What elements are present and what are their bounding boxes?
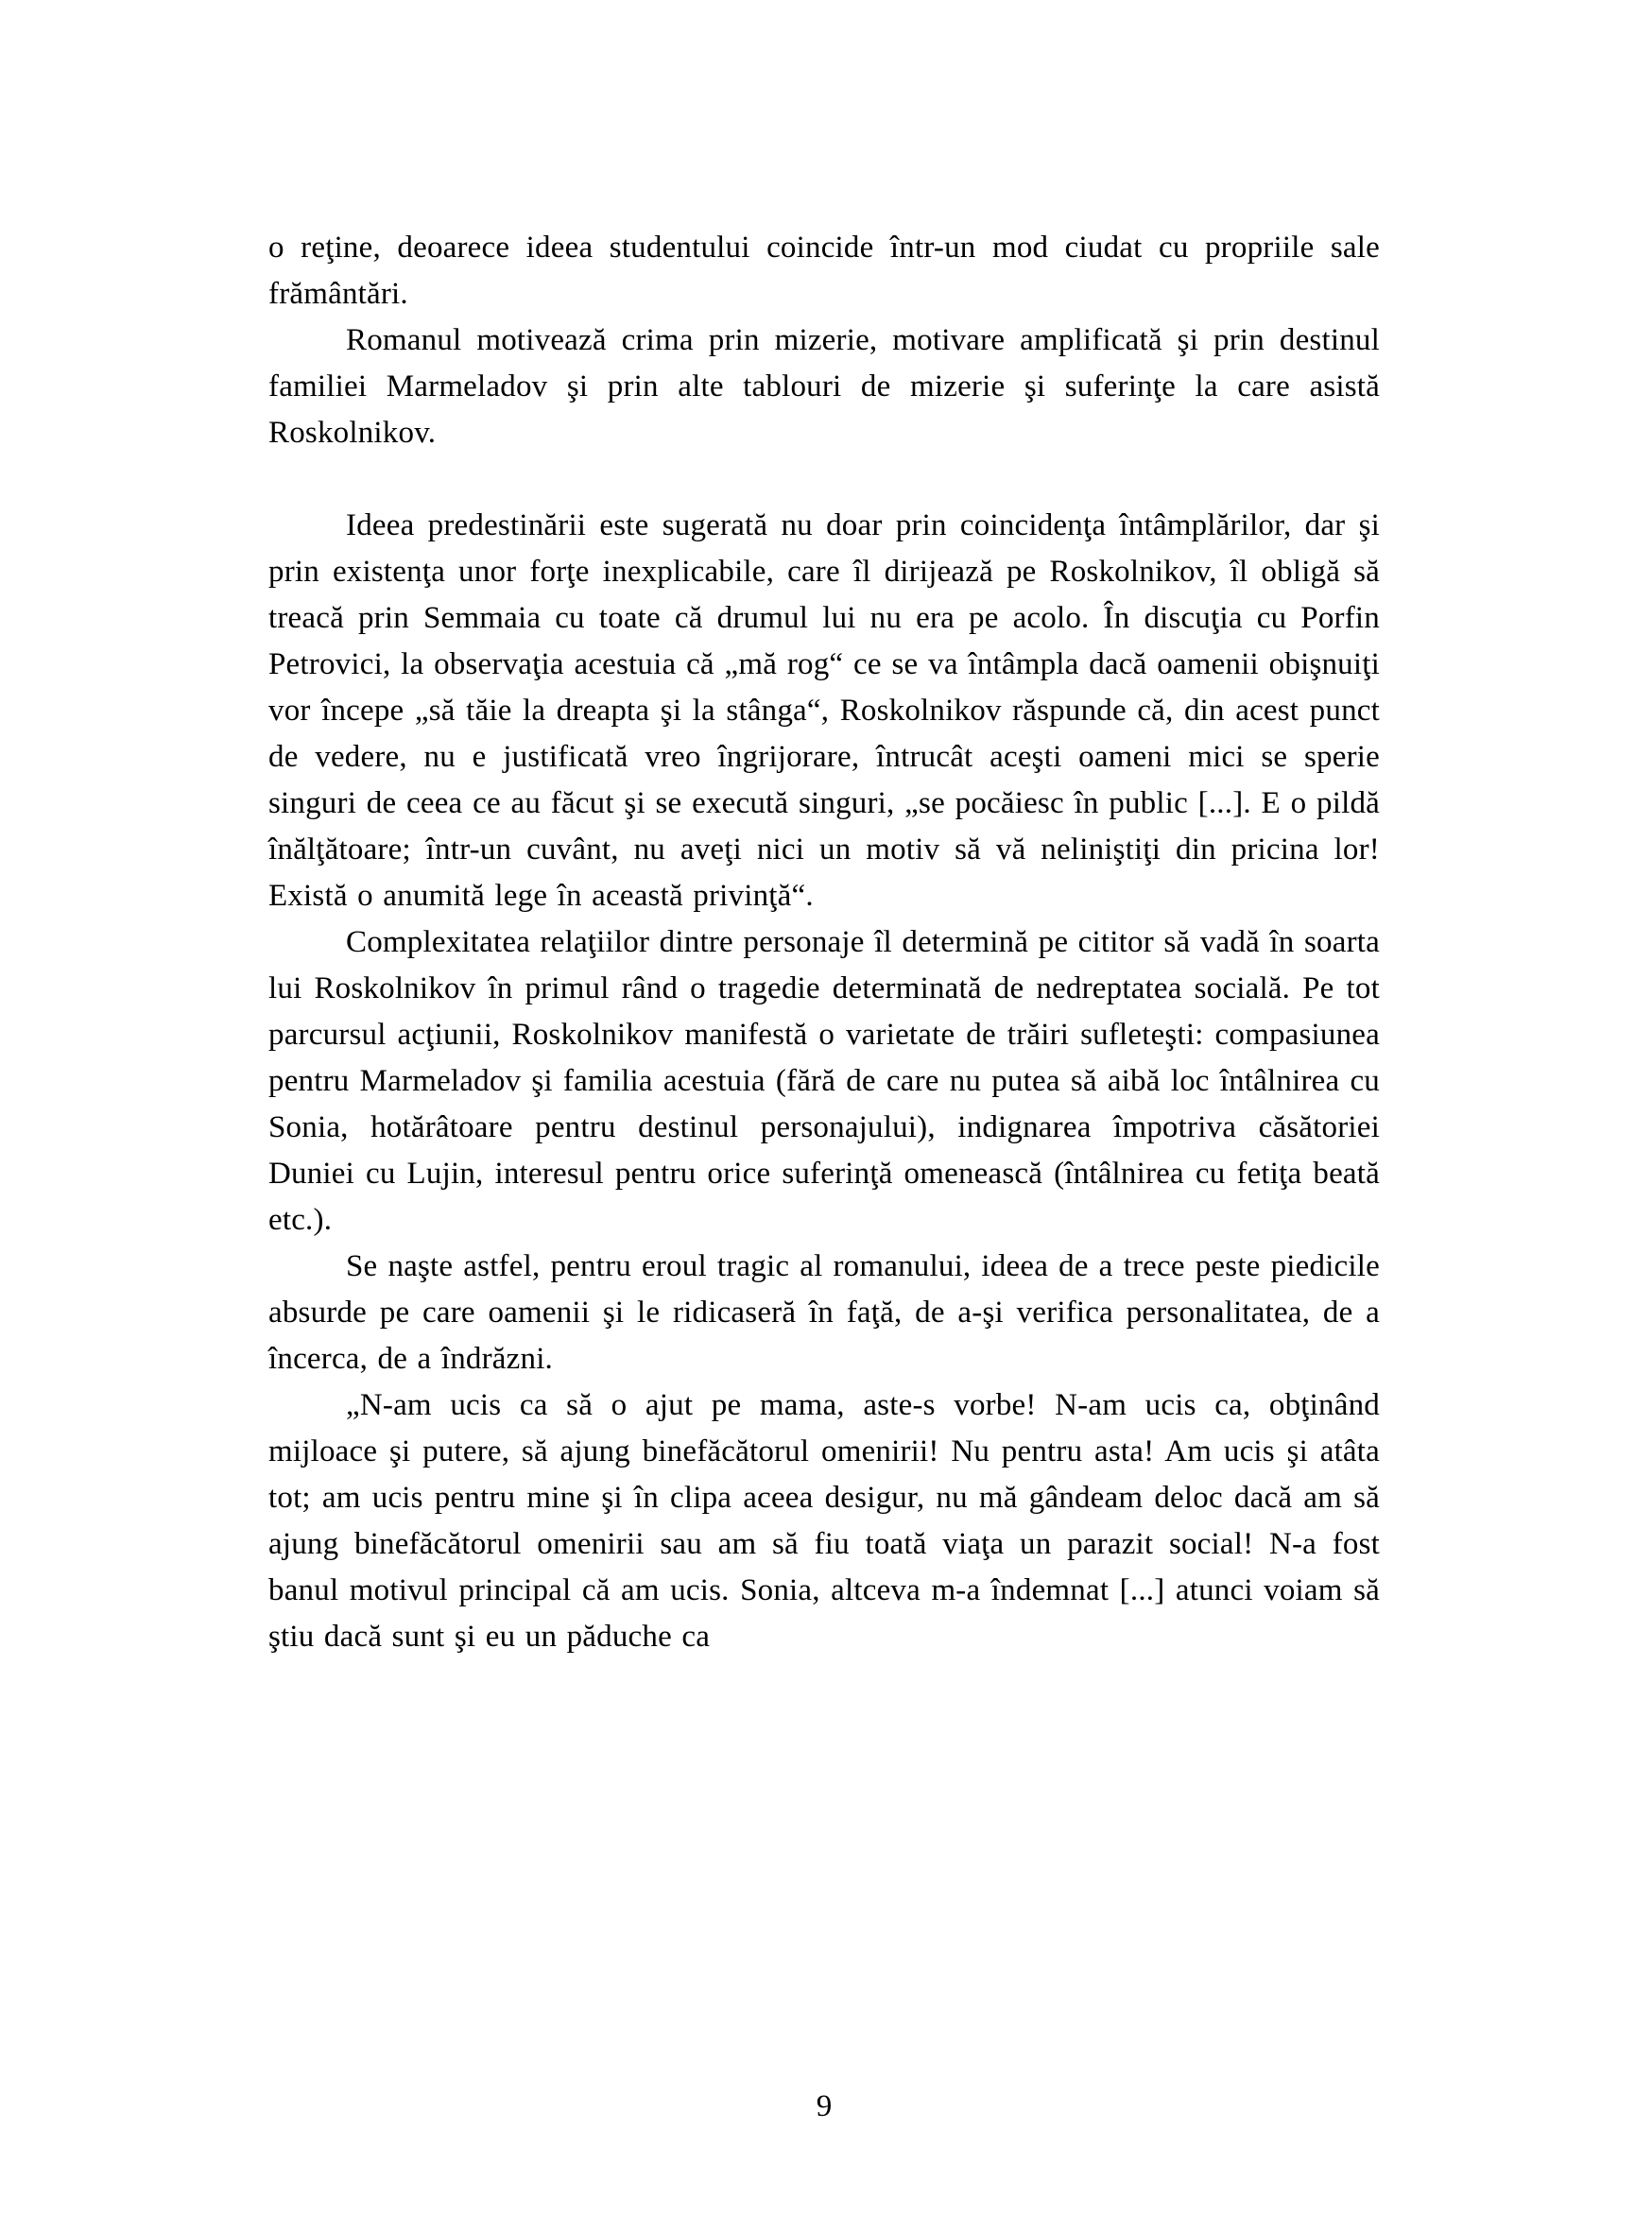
text-block xyxy=(268,225,1380,1660)
paragraph: „N-am ucis ca să o ajut pe mama, aste-s vorbe! N-am ucis ca, obţinând mijloace şi putere, să ajung binefăcătorul omenirii! Nu pentru asta! Am ucis şi atâta tot; am ucis pentru mine şi în clipa aceea desigur, nu mă gândeam deloc dacă am să ajung binefăcătorul omenirii sau am să fiu toată viaţa un parazit social! N-a fost banul motivul principal că am ucis. Sonia, altceva m-a îndemnat [...] atunci voiam să ştiu dacă sunt şi eu un păduche ca xyxy=(268,1388,1380,1654)
page-number: 9 xyxy=(816,2089,833,2123)
paragraph: Romanul motivează crima prin mizerie, motivare amplificată şi prin destinul familiei Marmeladov şi prin alte tablouri de mizerie şi suferinţe la care asistă Roskolnikov. xyxy=(268,323,1380,450)
paragraph: o reţine, deoarece ideea studentului coincide într-un mod ciudat cu propriile sale frământări. xyxy=(268,231,1380,311)
paragraph: Ideea predestinării este sugerată nu doar prin coincidenţa întâmplărilor, dar şi prin existenţa unor forţe inexplicabile, care îl dirijează pe Roskolnikov, îl obligă să treacă prin Semmaia cu toate că drumul lui nu era pe acolo. În discuţia cu Porfin Petrovici, la observaţia acestuia că „mă rog“ ce se va întâmpla dacă oamenii obişnuiţi vor începe „să tăie la dreapta şi la stânga“, Roskolnikov răspunde că, din acest punct de vedere, nu e justificată vreo îngrijorare, întrucât aceşti oameni mici se sperie singuri de ceea ce au făcut şi se execută singuri, „se pocăiesc în public [...]. E o pildă înălţătoare; într-un cuvânt, nu aveţi nici un motiv să vă neliniştiţi din pricina lor! Există o anumită lege în această privinţă“. xyxy=(268,508,1380,913)
paragraph: Se naşte astfel, pentru eroul tragic al romanului, ideea de a trece peste piedicile absurde pe care oamenii şi le ridicaseră în faţă, de a-şi verifica personalitatea, de a încerca, de a îndrăzni. xyxy=(268,1249,1380,1376)
paragraph: Complexitatea relaţiilor dintre personaje îl determină pe cititor să vadă în soarta lui Roskolnikov în primul rând o tragedie determinată de nedreptatea socială. Pe tot parcursul acţiunii, Roskolnikov manifestă o varietate de trăiri sufleteşti: compasiunea pentru Marmeladov şi familia acestuia (fără de care nu putea să aibă loc întâlnirea cu Sonia, hotărâtoare pentru destinul personajului), indignarea împotriva căsătoriei Duniei cu Lujin, interesul pentru orice suferinţă omenească (întâlnirea cu fetiţa beată etc.). xyxy=(268,925,1380,1237)
